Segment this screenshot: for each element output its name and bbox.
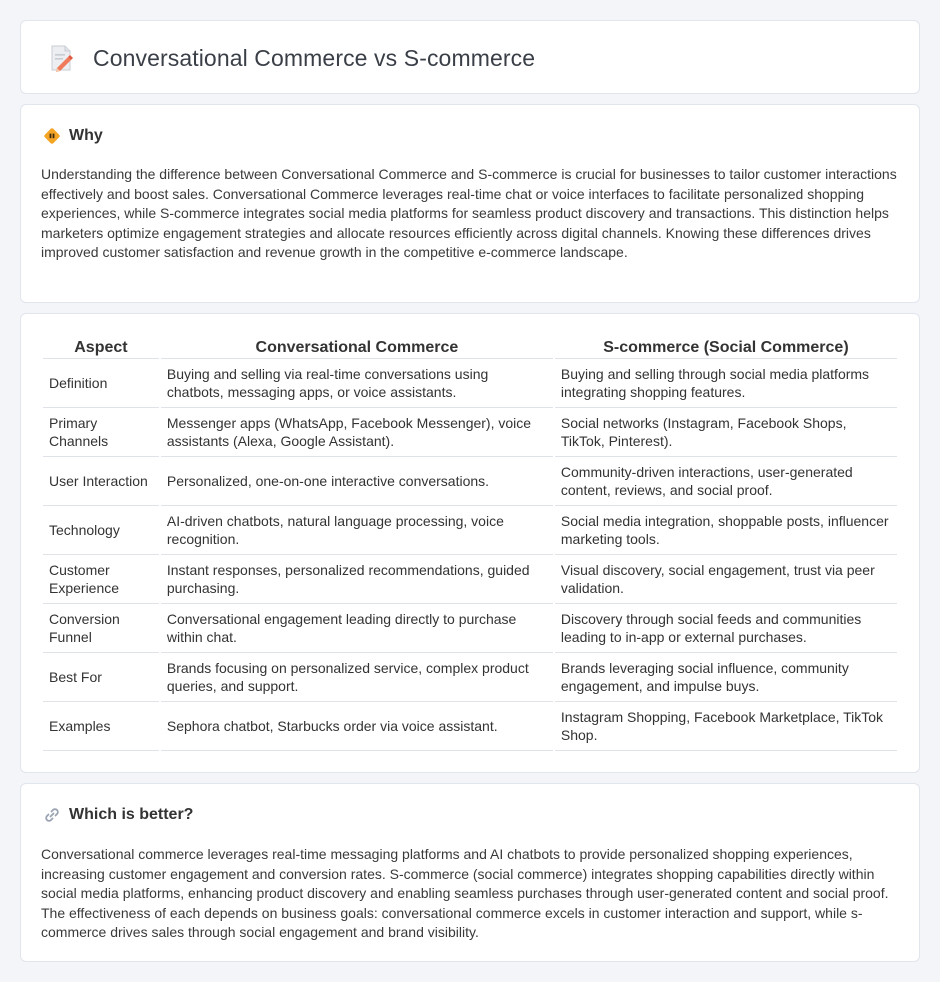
table-row <box>43 359 897 408</box>
table-row <box>43 408 897 457</box>
why-title: Why <box>69 127 103 144</box>
scommerce-cell: Instagram Shopping, Facebook Marketplace, TikTok Shop. <box>555 702 897 751</box>
scommerce-cell: Buying and selling through social media platforms integrating shopping features. <box>555 359 897 408</box>
scommerce-cell: Discovery through social feeds and communities leading to in-app or external purchases. <box>555 604 897 653</box>
aspect-cell: Primary Channels <box>43 408 159 457</box>
header-scommerce: S-commerce (Social Commerce) <box>555 334 897 359</box>
comparison-card <box>20 313 920 773</box>
scommerce-cell: Brands leveraging social influence, community engagement, and impulse buys. <box>555 653 897 702</box>
which-better-title: Which is better? <box>69 806 194 823</box>
table-row <box>43 506 897 555</box>
table-header-row <box>43 334 897 359</box>
conversational-cell: Personalized, one-on-one interactive conversations. <box>161 457 553 506</box>
conversational-cell: Instant responses, personalized recommendations, guided purchasing. <box>161 555 553 604</box>
aspect-cell: Best For <box>43 653 159 702</box>
why-body: Understanding the difference between Conversational Commerce and S-commerce is crucial for businesses to tailor customer interactions effectively and boost sales. Conversational Commerce leverages real-time chat or voice interfaces to facilitate personalized shopping experiences, while S-commerce integrates social media platforms for seamless product discovery and transactions. This distinction helps marketers optimize engagement strategies and allocate resources efficiently across digital channels. Knowing these differences drives improved customer satisfaction and revenue growth in the competitive e-commerce landscape. <box>41 166 897 261</box>
title-card <box>20 20 920 94</box>
aspect-cell: Technology <box>43 506 159 555</box>
table-row <box>43 457 897 506</box>
scommerce-cell: Visual discovery, social engagement, trust via peer validation. <box>555 555 897 604</box>
page-title: Conversational Commerce vs S-commerce <box>93 44 536 71</box>
table-row <box>43 653 897 702</box>
header-aspect: Aspect <box>43 334 159 359</box>
which-better-body: Conversational commerce leverages real-time messaging platforms and AI chatbots to provide personalized shopping experiences, increasing customer engagement and conversion rates. S-commerce (social commerce) integrates shopping capabilities directly within social media platforms, enhancing product discovery and enabling seamless purchases through user-generated content and social proof. The effectiveness of each depends on business goals: conversational commerce excels in customer interaction and support, while s-commerce drives sales through social engagement and brand visibility. <box>41 846 889 941</box>
which-better-section <box>20 783 920 962</box>
conversational-cell: Messenger apps (WhatsApp, Facebook Messenger), voice assistants (Alexa, Google Assistant). <box>161 408 553 457</box>
why-section <box>20 104 920 303</box>
conversational-cell: Brands focusing on personalized service, complex product queries, and support. <box>161 653 553 702</box>
document-pencil-icon <box>49 43 75 73</box>
table-row <box>43 604 897 653</box>
scommerce-cell: Community-driven interactions, user-generated content, reviews, and social proof. <box>555 457 897 506</box>
aspect-cell: Definition <box>43 359 159 408</box>
header-conversational: Conversational Commerce <box>161 334 553 359</box>
comparison-table <box>41 334 899 751</box>
diamond-warning-icon <box>43 127 61 145</box>
link-icon <box>43 806 61 824</box>
scommerce-cell: Social media integration, shoppable posts, influencer marketing tools. <box>555 506 897 555</box>
table-row <box>43 555 897 604</box>
conversational-cell: Conversational engagement leading directly to purchase within chat. <box>161 604 553 653</box>
conversational-cell: Sephora chatbot, Starbucks order via voice assistant. <box>161 702 553 751</box>
aspect-cell: Examples <box>43 702 159 751</box>
aspect-cell: Conversion Funnel <box>43 604 159 653</box>
scommerce-cell: Social networks (Instagram, Facebook Shops, TikTok, Pinterest). <box>555 408 897 457</box>
aspect-cell: Customer Experience <box>43 555 159 604</box>
aspect-cell: User Interaction <box>43 457 159 506</box>
conversational-cell: Buying and selling via real-time conversations using chatbots, messaging apps, or voice assistants. <box>161 359 553 408</box>
conversational-cell: AI-driven chatbots, natural language processing, voice recognition. <box>161 506 553 555</box>
table-row <box>43 702 897 751</box>
